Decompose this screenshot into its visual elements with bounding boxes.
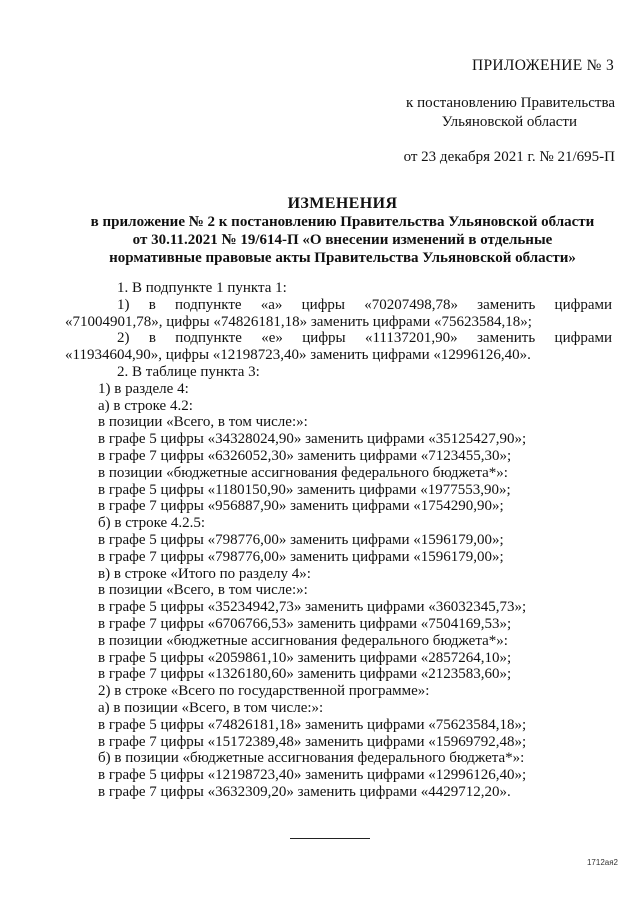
body-line: в позиции «бюджетные ассигнования федерального бюджета*»:	[98, 464, 508, 481]
body-line: в графе 5 цифры «34328024,90» заменить цифрами «35125427,90»;	[98, 431, 527, 448]
body-line: в графе 5 цифры «74826181,18» заменить цифрами «75623584,18»;	[98, 716, 527, 733]
body-line: в графе 7 цифры «6706766,53» заменить цифрами «7504169,53»;	[98, 615, 512, 632]
body-line: в графе 5 цифры «35234942,73» заменить цифрами «36032345,73»;	[98, 599, 527, 616]
document-body	[65, 280, 612, 801]
body-line: а) в позиции «Всего, в том числе:»:	[98, 699, 324, 716]
decree-reference-line2: Ульяновской области	[441, 114, 577, 130]
body-line: в графе 7 цифры «1326180,60» заменить цифрами «2123583,60»;	[98, 666, 512, 683]
body-line: 2. В таблице пункта 3:	[117, 363, 260, 380]
decree-reference-line1: к постановлению Правительства	[406, 95, 615, 111]
closing-separator	[290, 838, 370, 839]
body-line: в графе 7 цифры «6326052,30» заменить цифрами «7123455,30»;	[98, 447, 512, 464]
heading-line3: нормативные правовые акты Правительства Ульяновской области»	[109, 250, 576, 266]
body-line: в) в строке «Итого по разделу 4»:	[98, 565, 311, 582]
body-line: 1. В подпункте 1 пункта 1:	[117, 280, 287, 296]
heading-line1: в приложение № 2 к постановлению Правительства Ульяновской области	[90, 214, 595, 230]
body-line: в графе 7 цифры «798776,00» заменить цифрами «1596179,00»;	[98, 548, 504, 565]
decree-date-number: от 23 декабря 2021 г. № 21/695-П	[403, 149, 615, 165]
body-line: 2) в подпункте «е» цифры «11137201,90» заменить цифрами	[117, 330, 612, 347]
body-line: в позиции «бюджетные ассигнования федерального бюджета*»:	[98, 632, 508, 649]
document-code: 1712ая2	[586, 858, 618, 867]
body-line: в графе 5 цифры «1180150,90» заменить цифрами «1977553,90»;	[98, 481, 511, 498]
body-line: в графе 7 цифры «3632309,20» заменить цифрами «4429712,20».	[98, 783, 511, 800]
appendix-label: ПРИЛОЖЕНИЕ № 3	[471, 57, 614, 74]
body-line: «71004901,78», цифры «74826181,18» заменить цифрами «75623584,18»;	[65, 313, 532, 330]
body-line: «11934604,90», цифры «12198723,40» заменить цифрами «12996126,40».	[65, 347, 531, 364]
body-line: б) в позиции «бюджетные ассигнования федерального бюджета*»:	[98, 750, 525, 767]
body-line: 1) в разделе 4:	[98, 380, 189, 397]
body-line: в графе 7 цифры «15172389,48» заменить цифрами «15969792,48»;	[98, 733, 527, 750]
body-line: а) в строке 4.2:	[98, 397, 193, 414]
heading-line2: от 30.11.2021 № 19/614-П «О внесении изменений в отдельные	[132, 232, 553, 248]
body-line: в графе 5 цифры «2059861,10» заменить цифрами «2857264,10»;	[98, 649, 512, 666]
body-line: б) в строке 4.2.5:	[98, 515, 206, 532]
body-line: в графе 5 цифры «12198723,40» заменить цифрами «12996126,40»;	[98, 767, 527, 784]
body-line: в графе 5 цифры «798776,00» заменить цифрами «1596179,00»;	[98, 531, 504, 548]
body-line: в позиции «Всего, в том числе:»:	[98, 582, 308, 599]
body-line: в графе 7 цифры «956887,90» заменить цифрами «1754290,90»;	[98, 498, 504, 515]
body-line: в позиции «Всего, в том числе:»:	[98, 414, 308, 431]
body-line: 1) в подпункте «а» цифры «70207498,78» заменить цифрами	[117, 296, 612, 313]
body-line: 2) в строке «Всего по государственной программе»:	[98, 683, 430, 700]
document-title: ИЗМЕНЕНИЯ	[287, 195, 398, 212]
